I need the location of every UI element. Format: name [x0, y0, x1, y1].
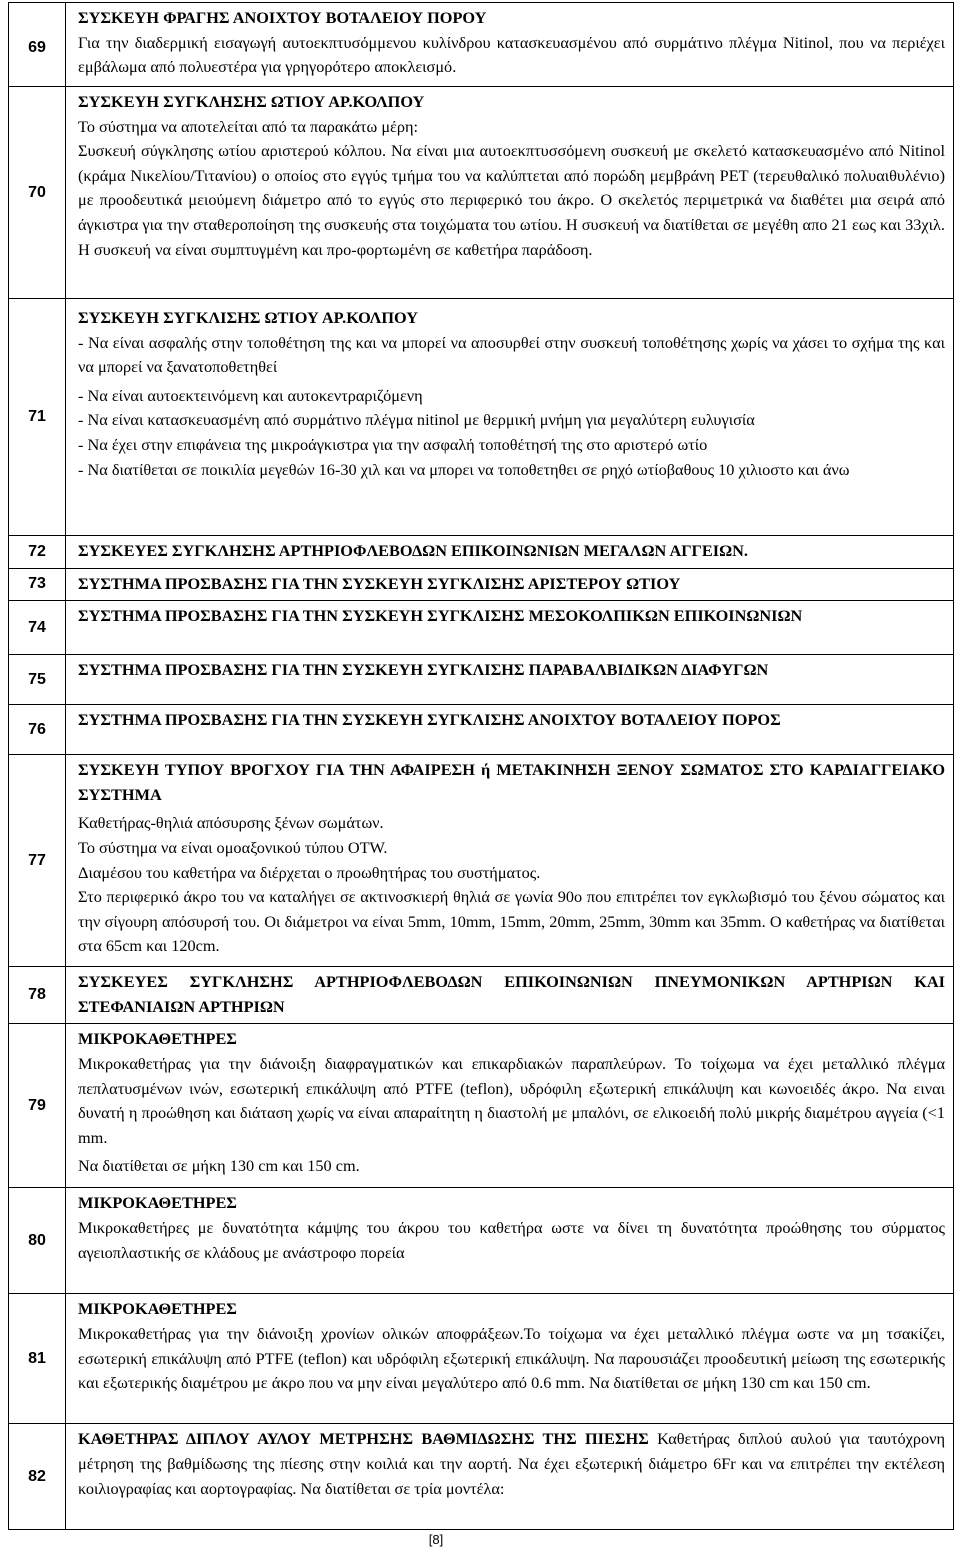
row-number: 81 [9, 1294, 66, 1424]
table-row [9, 3, 954, 87]
table-row [9, 655, 954, 705]
row-content [66, 601, 954, 655]
row-text [78, 1427, 945, 1501]
row-text: Το σύστημα να αποτελείται από τα παρακάτω μέρη: [78, 116, 419, 136]
row-content [66, 299, 954, 536]
row-number: 79 [9, 1024, 66, 1188]
row-text: - Να είναι ασφαλής στην τοποθέτηση της και να μπορεί να αποσυρθεί στην συσκευή τοποθέτησης χωρίς να χάσει το σχήμα της και να μπορεί να ξανατοποθετηθεί [78, 332, 945, 377]
table-row [9, 705, 954, 755]
table-row [9, 1188, 954, 1294]
row-heading: ΜΙΚΡΟΚΑΘΕΤΗΡΕΣ [78, 1029, 237, 1049]
row-heading: ΣΥΣΤΗΜΑ ΠΡΟΣΒΑΣΗΣ ΓΙΑ ΤΗΝ ΣΥΣΚΕΥΗ ΣΥΓΚΛΙΣΗΣ ΜΕΣΟΚΟΛΠΙΚΩΝ ΕΠΙΚΟΙΝΩΝΙΩΝ [78, 606, 803, 626]
spec-table [8, 2, 954, 1530]
row-number: 80 [9, 1188, 66, 1294]
table-row [9, 299, 954, 536]
row-content [66, 1424, 954, 1530]
row-content [66, 1188, 954, 1294]
row-text: Καθετήρας διπλού αυλού για ταυτόχρονη μέτρηση της βαθμίδωσης της πίεσης στην κοιλιά και την αορτή. Να έχει εξωτερική διάμετρο 6Fr και να επιτρέπει την εκτέλεση κοιλιογραφίας και αορτογραφίας. Να διατίθεται σε τρία μοντέλα: [78, 1429, 945, 1498]
spec-table-sheet [8, 2, 954, 1530]
row-heading: ΣΥΣΤΗΜΑ ΠΡΟΣΒΑΣΗΣ ΓΙΑ ΤΗΝ ΣΥΣΚΕΥΗ ΣΥΓΚΛΙΣΗΣ ΠΑΡΑΒΑΛΒΙΔΙΚΩΝ ΔΙΑΦΥΓΩΝ [78, 660, 769, 680]
row-heading: ΜΙΚΡΟΚΑΘΕΤΗΡΕΣ [78, 1299, 237, 1319]
row-heading: ΣΥΣΚΕΥΗ ΣΥΓΚΛΙΣΗΣ ΩΤΙΟΥ ΑΡ.ΚΟΛΠΟΥ [78, 308, 418, 327]
row-content [66, 87, 954, 299]
table-row [9, 87, 954, 299]
row-text: Μικροκαθετήρας για την διάνοιξη χρονίων ολικών αποφράξεων.Το τοίχωμα να έχει μεταλλικό πλέγμα ωστε να μη τσακίζει, εσωτερική επικάλυψη από PTFE (teflon) και υδρόφιλη εξωτερική επικάλυψη. Να παρουσιάζει προοδευτική μείωση της εσωτερικής και εξωτερικής διαμέτρου με άκρο που να μην είναι μεγαλύτερο από 0.6 mm. Να διατίθεται σε μήκη 130 cm και 150 cm. [78, 1323, 945, 1393]
row-number: 74 [9, 601, 66, 655]
row-text: Μικροκαθετήρες με δυνατότητα κάμψης του άκρου του καθετήρα ωστε να δίνει τη δυνατότητα προώθησης του σύρματος αγειοπλαστικής σε κλάδους με ανάστροφο πορεία [78, 1217, 945, 1262]
row-text: - Να είναι κατασκευασμένη από συρμάτινο πλέγμα nitinol με θερμική μνήμη για μεγαλύτερη ευλυγισία [78, 410, 755, 430]
row-text: Διαμέσου του καθετήρα να διέρχεται ο προωθητήρας του συστήματος. [78, 862, 541, 882]
row-number: 75 [9, 655, 66, 705]
row-text: Μικροκαθετήρας για την διάνοιξη διαφραγματικών και επικαρδιακών παραπλεύρων. Το τοίχωμα να έχει μεταλλικό πλέγμα πεπλατυσμένων ινών, εσωτερική επικάλυψη από PTFE (teflon), υδρόφιλη εξωτερική επικάλυψη και κωνοειδές άκρο. Να ειναι δυνατή η προώθηση και διάταση χωρίς να είναι απαραίτητη η διαστολή με μπαλόνι, σε ελικοειδή πολύ μικρής διαμέτρου αγγεία (<1 mm. [78, 1053, 945, 1147]
row-content [66, 755, 954, 967]
table-row [9, 967, 954, 1024]
table-row [9, 755, 954, 967]
row-content [66, 655, 954, 705]
row-heading: ΣΥΣΚΕΥΗ ΤΥΠΟΥ ΒΡΟΓΧΟΥ ΓΙΑ ΤΗΝ ΑΦΑΙΡΕΣΗ ή ΜΕΤΑΚΙΝΗΣΗ ΞΕΝΟΥ ΣΩΜΑΤΟΣ ΣΤΟ ΚΑΡΔΙΑΓΓΕΙΑΚΟ ΣΥΣΤΗΜΑ [78, 760, 945, 804]
row-number: 71 [9, 299, 66, 536]
row-text: - Να έχει στην επιφάνεια της μικροάγκιστρα για την ασφαλή τοποθέτησή της στο αριστερό ωτίο [78, 434, 708, 454]
row-heading: ΣΥΣΚΕΥΗ ΣΥΓΚΛΗΣΗΣ ΩΤΙΟΥ ΑΡ.ΚΟΛΠΟΥ [78, 92, 425, 111]
row-number: 76 [9, 705, 66, 755]
table-row [9, 536, 954, 569]
page-number: [8] [428, 1532, 444, 1547]
row-text: - Να διατίθεται σε ποικιλία μεγεθών 16-30 χιλ και να μπορει να τοποθετηθει σε ρηχό ωτίοβαθους 10 χιλιοστο και άνω [78, 459, 850, 479]
table-row [9, 568, 954, 601]
row-number: 78 [9, 967, 66, 1024]
row-heading: ΣΥΣΤΗΜΑ ΠΡΟΣΒΑΣΗΣ ΓΙΑ ΤΗΝ ΣΥΣΚΕΥΗ ΣΥΓΚΛΙΣΗΣ ΑΡΙΣΤΕΡΟΥ ΩΤΙΟΥ [78, 573, 681, 593]
table-row [9, 1294, 954, 1424]
table-row [9, 1024, 954, 1188]
row-heading: ΣΥΣΚΕΥΗ ΦΡΑΓΗΣ ΑΝΟΙΧΤΟΥ ΒΟΤΑΛΕΙΟΥ ΠΟΡΟΥ [78, 8, 487, 27]
row-content [66, 3, 954, 87]
row-text: Καθετήρας-θηλιά απόσυρσης ξένων σωμάτων. [78, 813, 384, 833]
row-heading: ΣΥΣΤΗΜΑ ΠΡΟΣΒΑΣΗΣ ΓΙΑ ΤΗΝ ΣΥΣΚΕΥΗ ΣΥΓΚΛΙΣΗΣ ΑΝΟΙΧΤΟΥ ΒΟΤΑΛΕΙΟΥ ΠΟΡΟΣ [78, 710, 781, 730]
row-text: - Να είναι αυτοεκτεινόμενη και αυτοκεντραριζόμενη [78, 385, 423, 405]
row-number: 73 [9, 568, 66, 601]
row-content [66, 705, 954, 755]
row-text: Στο περιφερικό άκρο του να καταλήγει σε ακτινοσκιερή θηλιά σε γωνία 90ο που επιτρέπει τον εγκλωβισμό του ξένου σώματος και την σίγουρη απόσυρσή του. Οι διάμετροι να είναι 5mm, 10mm, 15mm, 20mm, 25mm, 30mm και 35mm. Ο καθετήρας να διατίθεται στα 65cm και 120cm. [78, 887, 945, 956]
row-text: Συσκευή σύγκλησης ωτίου αριστερού κόλπου. Να είναι μια αυτοεκπτυσσόμενη συσκευή με σκελετό κατασκευασμένο από Nitinol (κράμα Νικελίου/Τιτανίου) ο οποίος στο εγγύς τμήμα του να καλύπτεται από πορώδη μεμβράνη PET (τερευθαλικό πολυαιθυλένιο) με προοδευτικά μειούμενη διάμετρο από το εγγύς στο περιφερικό του άκρο. Ο σκελετός περιμετρικά να διαθέτει μια σειρά από άγκιστρα για την σταθεροποίηση της συσκευής στα τοιχώματα του ωτίου. Η συσκευή να διατίθεται σε μεγέθη απο 21 εως και 33χιλ. Η συσκευή να είναι συμπτυγμένη και προ-φορτωμένη σε καθετήρα παράδοση. [78, 141, 945, 259]
row-heading: ΚΑΘΕΤΗΡΑΣ ΔΙΠΛΟΥ ΑΥΛΟΥ ΜΕΤΡΗΣΗΣ ΒΑΘΜΙΔΩΣΗΣ ΤΗΣ ΠΙΕΣΗΣ [78, 1429, 649, 1449]
row-content [66, 967, 954, 1024]
row-content [66, 568, 954, 601]
row-number: 70 [9, 87, 66, 299]
row-heading: ΜΙΚΡΟΚΑΘΕΤΗΡΕΣ [78, 1193, 237, 1213]
table-row [9, 601, 954, 655]
row-number: 82 [9, 1424, 66, 1530]
table-row [9, 1424, 954, 1530]
row-content [66, 1294, 954, 1424]
row-heading: ΣΥΣΚΕΥΕΣ ΣΥΓΚΛΗΣΗΣ ΑΡΤΗΡΙΟΦΛΕΒΟΔΩΝ ΕΠΙΚΟΙΝΩΝΙΩΝ ΠΝΕΥΜΟΝΙΚΩΝ ΑΡΤΗΡΙΩΝ ΚΑΙ ΣΤΕΦΑΝΙΑΙΩΝ ΑΡΤΗΡΙΩΝ [78, 972, 945, 1016]
row-number: 69 [9, 3, 66, 87]
row-text: Για την διαδερμική εισαγωγή αυτοεκπτυσόμμενου κυλίνδρου κατασκευασμένου από συρμάτινο πλέγμα Nitinol, που να περιέχει εμβάλωμα από πολυεστέρα για γρηγορότερο αποκλεισμό. [78, 32, 945, 77]
row-number: 77 [9, 755, 66, 967]
row-content [66, 1024, 954, 1188]
row-text: Το σύστημα να είναι ομοαξονικού τύπου OTW. [78, 837, 388, 857]
row-text: Να διατίθεται σε μήκη 130 cm και 150 cm. [78, 1156, 360, 1176]
row-heading: ΣΥΣΚΕΥΕΣ ΣΥΓΚΛΗΣΗΣ ΑΡΤΗΡΙΟΦΛΕΒΟΔΩΝ ΕΠΙΚΟΙΝΩΝΙΩΝ ΜΕΓΑΛΩΝ ΑΓΓΕΙΩΝ. [78, 541, 748, 560]
row-number: 72 [9, 536, 66, 569]
row-content [66, 536, 954, 569]
